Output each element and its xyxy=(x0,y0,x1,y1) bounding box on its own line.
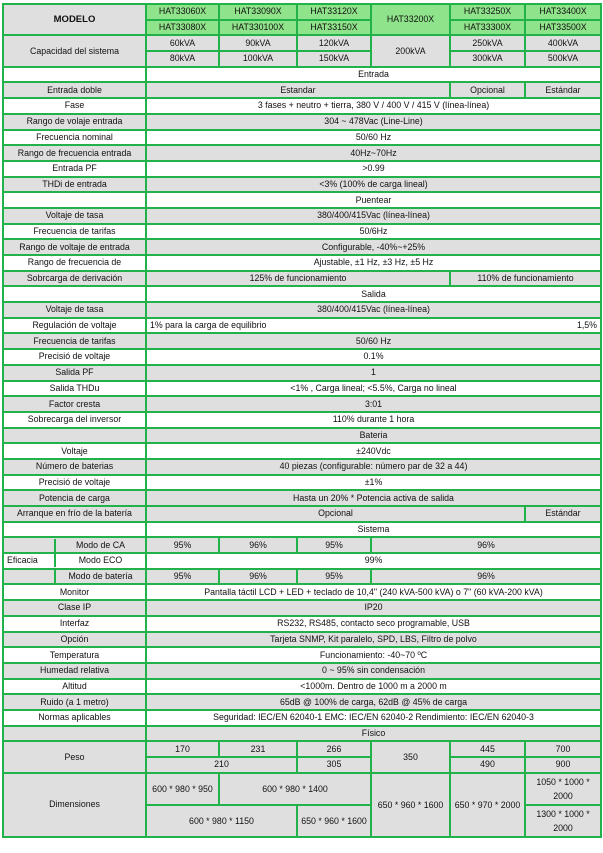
row-label: Precisió de voltaje xyxy=(3,475,146,491)
row-value: 3 fases + neutro + tierra, 380 V / 400 V / 415 V (línea-línea) xyxy=(146,98,601,114)
capacity-cell: 400kVA xyxy=(525,35,601,51)
dimension-value: 1300 * 1000 * 2000 xyxy=(525,805,601,837)
row-label: Monitor xyxy=(3,584,146,600)
section-header-fisico: Físico xyxy=(146,726,601,742)
weight-value: 266 xyxy=(297,741,371,757)
row-value: 0 ~ 95% sin condensación xyxy=(146,663,601,679)
row-value: RS232, RS485, contacto seco programable, USB xyxy=(146,616,601,632)
blank-cell xyxy=(3,428,146,444)
efficacy-value: 96% xyxy=(371,569,601,585)
weight-value: 231 xyxy=(219,741,297,757)
dual-input-optional: Opcional xyxy=(450,82,525,98)
efficacy-subgrid xyxy=(4,539,145,552)
weight-label: Peso xyxy=(3,741,146,772)
efficacy-label-spacer xyxy=(4,570,55,583)
row-label: Regulación de voltaje xyxy=(3,318,146,334)
section-header-puentear: Puentear xyxy=(146,192,601,208)
row-label: Salida THDu xyxy=(3,381,146,397)
row-value: ±240Vdc xyxy=(146,443,601,459)
row-label: Altitud xyxy=(3,679,146,695)
row-label: Frecuencia de tarifas xyxy=(3,333,146,349)
row-label: Opción xyxy=(3,632,146,648)
row-value: 40Hz~70Hz xyxy=(146,145,601,161)
efficacy-ac-label-cell xyxy=(3,537,146,553)
row-value: <1% , Carga lineal; <5.5%, Carga no lineal xyxy=(146,381,601,397)
row-label: Voltaje de tasa xyxy=(3,302,146,318)
dimension-value: 650 * 960 * 1600 xyxy=(297,805,371,837)
row-label: Modo de batería xyxy=(55,570,145,583)
model-cell: HAT33200X xyxy=(371,4,450,35)
efficacy-value: 95% xyxy=(146,569,219,585)
row-value: 110% durante 1 hora xyxy=(146,412,601,428)
weight-value: 900 xyxy=(525,757,601,773)
model-cell: HAT33400X xyxy=(525,4,601,20)
model-cell: HAT33150X xyxy=(297,20,371,36)
capacity-cell: 60kVA xyxy=(146,35,219,51)
section-header-sistema: Sistema xyxy=(146,522,601,538)
row-value: 1 xyxy=(146,365,601,381)
row-label: Número de baterias xyxy=(3,459,146,475)
model-cell: HAT33080X xyxy=(146,20,219,36)
efficacy-label: Eficacia xyxy=(7,555,38,566)
weight-value: 350 xyxy=(371,741,450,772)
row-label: Normas aplicables xyxy=(3,710,146,726)
row-value: 380/400/415Vac (línea-línea) xyxy=(146,208,601,224)
row-label: Voltaje xyxy=(3,443,146,459)
row-value: 65dB @ 100% de carga, 62dB @ 45% de carga xyxy=(146,694,601,710)
capacity-cell: 100kVA xyxy=(219,51,297,67)
row-value: 380/400/415Vac (línea-línea) xyxy=(146,302,601,318)
row-label: Entrada doble xyxy=(3,82,146,98)
row-value: Tarjeta SNMP, Kit paralelo, SPD, LBS, Filtro de polvo xyxy=(146,632,601,648)
row-value: IP20 xyxy=(146,600,601,616)
row-label: Arranque en frío de la batería xyxy=(3,506,146,522)
row-label: Entrada PF xyxy=(3,161,146,177)
blank-cell xyxy=(3,286,146,302)
capacity-cell: 90kVA xyxy=(219,35,297,51)
row-label: Factor cresta xyxy=(3,396,146,412)
model-cell: HAT33120X xyxy=(297,4,371,20)
efficacy-value: 96% xyxy=(371,537,601,553)
row-value: 3:01 xyxy=(146,396,601,412)
dimension-value: 600 * 980 * 1400 xyxy=(219,773,371,805)
efficacy-bat-label-cell xyxy=(3,569,146,585)
efficacy-label-spacer xyxy=(4,539,55,552)
row-label: Fase xyxy=(3,98,146,114)
efficacy-subgrid xyxy=(4,554,145,567)
efficacy-subgrid xyxy=(4,570,145,583)
model-cell: HAT33250X xyxy=(450,4,525,20)
dimension-value: 600 * 980 * 950 xyxy=(146,773,219,805)
weight-value: 700 xyxy=(525,741,601,757)
cold-start-optional: Opcional xyxy=(146,506,525,522)
row-label: Salida PF xyxy=(3,365,146,381)
capacity-cell: 80kVA xyxy=(146,51,219,67)
dimensions-label: Dimensiones xyxy=(3,773,146,837)
section-header-bateria: Bateria xyxy=(146,428,601,444)
bypass-overload-b: 110% de funcionamiento xyxy=(450,271,601,287)
model-cell: HAT33300X xyxy=(450,20,525,36)
row-label: Voltaje de tasa xyxy=(3,208,146,224)
row-label: Precisió de voltaje xyxy=(3,349,146,365)
row-value: 0.1% xyxy=(146,349,601,365)
row-value: Ajustable, ±1 Hz, ±3 Hz, ±5 Hz xyxy=(146,255,601,271)
cold-start-standard: Estándar xyxy=(525,506,601,522)
row-label: Humedad relativa xyxy=(3,663,146,679)
capacity-cell: 500kVA xyxy=(525,51,601,67)
blank-cell xyxy=(3,192,146,208)
dual-input-standard-2: Estándar xyxy=(525,82,601,98)
dimension-value: 600 * 980 * 1150 xyxy=(146,805,297,837)
row-label: THDi de entrada xyxy=(3,177,146,193)
blank-cell xyxy=(3,67,146,83)
weight-value: 305 xyxy=(297,757,371,773)
row-label: Rango de volaje entrada xyxy=(3,114,146,130)
row-label: Modo ECO xyxy=(55,554,145,567)
efficacy-value: 96% xyxy=(219,537,297,553)
row-label: Ruido (a 1 metro) xyxy=(3,694,146,710)
regulation-balanced: 1% para la carga de equilibrio xyxy=(146,318,450,334)
model-cell: HAT33060X xyxy=(146,4,219,20)
capacity-label: Capacidad del sistema xyxy=(3,35,146,66)
efficacy-value: 96% xyxy=(219,569,297,585)
blank-cell xyxy=(3,522,146,538)
capacity-cell: 150kVA xyxy=(297,51,371,67)
row-label: Rango de frecuencia de xyxy=(3,255,146,271)
row-label: Sobrcarga de derivación xyxy=(3,271,146,287)
model-cell: HAT33500X xyxy=(525,20,601,36)
section-header-entrada: Entrada xyxy=(146,67,601,83)
row-value: ±1% xyxy=(146,475,601,491)
dual-input-standard: Estandar xyxy=(146,82,450,98)
row-value: <3% (100% de carga lineal) xyxy=(146,177,601,193)
weight-value: 445 xyxy=(450,741,525,757)
efficacy-value: 95% xyxy=(146,537,219,553)
row-value: 50/60 Hz xyxy=(146,130,601,146)
capacity-cell: 120kVA xyxy=(297,35,371,51)
row-value: Pantalla táctil LCD + LED + teclado de 10,4" (240 kVA-500 kVA) o 7" (60 kVA-200 kVA) xyxy=(146,584,601,600)
ups-spec-table xyxy=(2,3,602,838)
efficacy-value: 95% xyxy=(297,569,371,585)
row-label: Frecuencia de tarifas xyxy=(3,224,146,240)
row-value: 304 ~ 478Vac (Line-Line) xyxy=(146,114,601,130)
capacity-cell: 200kVA xyxy=(371,35,450,66)
row-label: Interfaz xyxy=(3,616,146,632)
section-header-salida: Salida xyxy=(146,286,601,302)
row-value: >0.99 xyxy=(146,161,601,177)
row-value: 40 piezas (configurable: número par de 32 a 44) xyxy=(146,459,601,475)
row-label: Rango de voltaje de entrada xyxy=(3,239,146,255)
bypass-overload-a: 125% de funcionamiento xyxy=(146,271,450,287)
row-label: Frecuencia nominal xyxy=(3,130,146,146)
row-value: Configurable, -40%~+25% xyxy=(146,239,601,255)
model-cell: HAT330100X xyxy=(219,20,297,36)
row-value: Funcionamiento: -40~70 ºC xyxy=(146,647,601,663)
row-value: Hasta un 20% * Potencia activa de salida xyxy=(146,490,601,506)
efficacy-value: 99% xyxy=(146,553,601,569)
blank-cell xyxy=(3,726,146,742)
dimension-value: 650 * 960 * 1600 xyxy=(371,773,450,837)
regulation-unbalanced: 1,5% xyxy=(450,318,601,334)
row-label: Clase IP xyxy=(3,600,146,616)
model-label: MODELO xyxy=(3,4,146,35)
model-cell: HAT33090X xyxy=(219,4,297,20)
row-label: Rango de frecuencia entrada xyxy=(3,145,146,161)
dimension-value: 650 * 970 * 2000 xyxy=(450,773,525,837)
capacity-cell: 300kVA xyxy=(450,51,525,67)
dimension-value: 1050 * 1000 * 2000 xyxy=(525,773,601,805)
weight-value: 490 xyxy=(450,757,525,773)
efficacy-value: 95% xyxy=(297,537,371,553)
weight-value: 170 xyxy=(146,741,219,757)
row-label: Potencia de carga xyxy=(3,490,146,506)
row-label: Sobrecarga del inversor xyxy=(3,412,146,428)
row-value: Seguridad: IEC/EN 62040-1 EMC: IEC/EN 62040-2 Rendimiento: IEC/EN 62040-3 xyxy=(146,710,601,726)
row-label: Modo de CA xyxy=(55,539,145,552)
row-label: Temperatura xyxy=(3,647,146,663)
weight-value: 210 xyxy=(146,757,297,773)
row-value: <1000m. Dentro de 1000 m a 2000 m xyxy=(146,679,601,695)
capacity-cell: 250kVA xyxy=(450,35,525,51)
row-value: 50/6Hz xyxy=(146,224,601,240)
row-value: 50/60 Hz xyxy=(146,333,601,349)
efficacy-eco-label-cell xyxy=(3,553,146,569)
